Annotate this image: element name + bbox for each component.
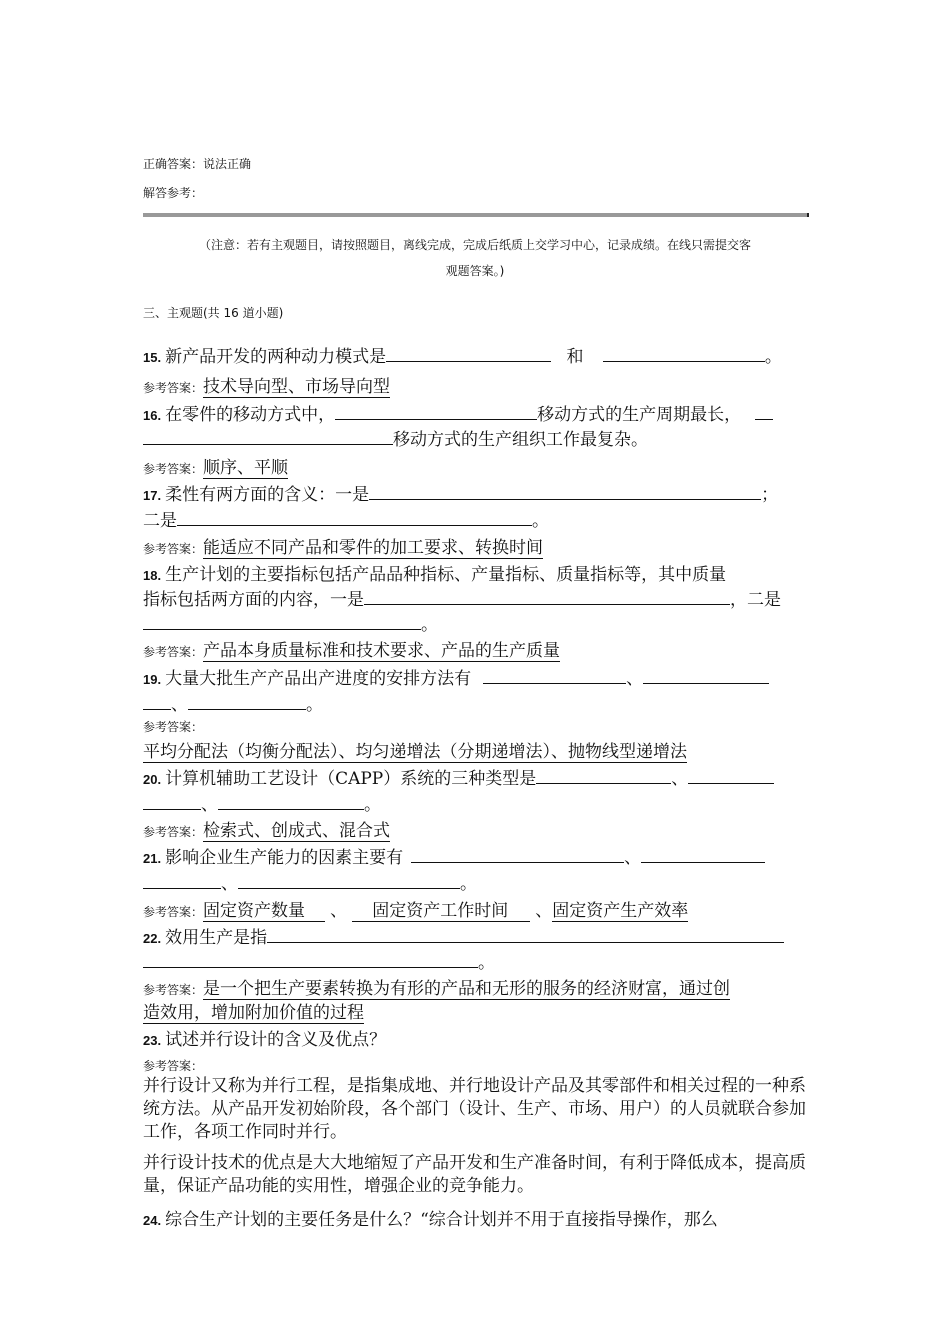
answer-blank: [369, 485, 761, 500]
question-22-line-2: [143, 948, 495, 973]
question-18: [143, 560, 726, 585]
answer-text: 产品本身质量标准和技术要求、产品的生产质量: [203, 636, 560, 662]
answer-text: 是一个把生产要素转换为有形的产品和无形的服务的经济财富，通过创: [203, 974, 730, 1000]
question-text: 在零件的移动方式中，: [165, 405, 336, 425]
answer-blank: [536, 769, 671, 784]
question-text: 大量大批生产产品出产进度的安排方法有: [165, 669, 472, 689]
question-text: 。: [421, 615, 438, 635]
answer-text: 、: [330, 901, 348, 921]
question-text: 计算机辅助工艺设计（CAPP）系统的三种类型是: [165, 769, 537, 789]
ref-label: 参考答案：: [143, 645, 204, 659]
question-text: 生产计划的主要指标包括产品品种指标、产量指标、质量指标等，其中质量: [165, 565, 727, 585]
ref-label-23: 参考答案：: [143, 1059, 204, 1073]
question-19: [143, 664, 769, 689]
answer-17: [143, 533, 543, 559]
answer-blank: [143, 953, 478, 968]
question-18-line-3: [143, 610, 438, 635]
question-15: [143, 342, 782, 367]
question-number: 19.: [143, 672, 162, 687]
ref-label: 参考答案：: [143, 462, 204, 476]
answer-text: 固定资产数量: [203, 896, 325, 922]
question-16-line-2: [143, 425, 648, 450]
answer-blank: [603, 347, 765, 362]
question-text: 效用生产是指: [165, 928, 268, 948]
answer-21: [143, 896, 688, 922]
answer-text: 平均分配法（均衡分配法）、均匀递增法（分期递增法）、抛物线型递增法: [143, 737, 687, 763]
question-17: [143, 480, 778, 505]
question-number: 20.: [143, 772, 162, 787]
question-23: [143, 1025, 386, 1050]
answer-blank: [267, 928, 784, 943]
question-text: 。: [532, 511, 549, 531]
question-number: 24.: [143, 1213, 162, 1228]
answer-blank: [143, 795, 201, 810]
question-text: ；: [761, 485, 779, 505]
answer-text: 检索式、创成式、混合式: [203, 816, 390, 842]
question-22: [143, 923, 784, 948]
question-text: 影响企业生产能力的因素主要有: [165, 848, 404, 868]
question-text: 柔性有两方面的含义：一是: [165, 485, 370, 505]
question-text: 。: [478, 953, 495, 973]
question-text: 综合生产计划的主要任务是什么？“综合计划并不用于直接指导操作，那么: [165, 1210, 718, 1230]
question-text: 、: [624, 848, 642, 868]
question-number: 15.: [143, 350, 162, 365]
question-text: ，二是: [730, 590, 781, 610]
section-title: 三、主观题(共 16 道小题): [143, 306, 284, 320]
answer-23-paragraph-1: 并行设计又称为并行工程，是指集成地、并行地设计产品及其零部件和相关过程的一种系统方法。从产品开发初始阶段，各个部门（设计、生产、市场、用户）的人员就联合参加工作，各项工作同时并行。: [143, 1076, 806, 1142]
question-18-line-2: [143, 585, 781, 610]
question-text: 、: [201, 795, 218, 815]
question-20-line-2: [143, 790, 381, 815]
answer-text: 顺序、平顺: [203, 453, 288, 479]
answer-text: 固定资产生产效率: [552, 896, 688, 922]
answer-blank: [755, 405, 773, 420]
answer-blank: [188, 695, 306, 710]
divider: [143, 213, 809, 217]
answer-blank: [335, 405, 537, 420]
question-number: 17.: [143, 488, 162, 503]
note-line-2: 观题答案。): [445, 264, 505, 278]
answer-20: [143, 816, 390, 842]
question-text: 。: [460, 874, 477, 894]
question-text: 、: [671, 769, 689, 789]
question-number: 22.: [143, 931, 162, 946]
answer-blank: [688, 769, 774, 784]
question-text: 、: [171, 695, 188, 715]
ref-label-19: 参考答案：: [143, 720, 204, 734]
question-20: [143, 764, 774, 789]
ref-label: 参考答案：: [143, 542, 204, 556]
analysis-label: 解答参考：: [143, 186, 204, 200]
correct-answer-text: 正确答案：说法正确: [143, 157, 252, 171]
answer-16: [143, 453, 288, 479]
answer-blank: [411, 848, 624, 863]
question-text: 。: [306, 695, 323, 715]
answer-22-line-2: [143, 998, 364, 1024]
question-text: 二是: [143, 511, 177, 531]
note-line-1: （注意：若有主观题目，请按照题目，离线完成，完成后纸质上交学习中心，记录成绩。在线只需提交客: [198, 238, 751, 252]
question-17-line-2: [143, 506, 549, 531]
answer-blank: [483, 669, 626, 684]
answer-text: 能适应不同产品和零件的加工要求、转换时间: [203, 533, 543, 559]
question-21: [143, 843, 765, 868]
answer-blank: [143, 430, 393, 445]
question-text: 。: [364, 795, 381, 815]
answer-text: 固定资产工作时间: [352, 896, 530, 922]
question-text: 、: [221, 874, 238, 894]
question-text: 指标包括两方面的内容，一是: [143, 590, 364, 610]
question-text: 试述并行设计的含义及优点？: [165, 1030, 387, 1050]
question-16: [143, 400, 773, 425]
ref-label: 参考答案：: [143, 983, 204, 997]
question-19-line-2: [143, 690, 323, 715]
question-text: 、: [626, 669, 644, 689]
answer-blank: [641, 848, 765, 863]
answer-18: [143, 636, 560, 662]
answer-text: 技术导向型、市场导向型: [203, 372, 390, 398]
answer-23-paragraph-2: 并行设计技术的优点是大大地缩短了产品开发和生产准备时间，有利于降低成本，提高质量，保证产品功能的实用性，增强企业的竞争能力。: [143, 1153, 806, 1196]
question-number: 16.: [143, 408, 162, 423]
answer-19: [143, 737, 687, 763]
answer-blank: [177, 511, 532, 526]
answer-text: 造效用，增加附加价值的过程: [143, 998, 364, 1024]
question-text: 移动方式的生产周期最长，: [537, 405, 742, 425]
answer-blank: [218, 795, 364, 810]
answer-blank: [143, 695, 171, 710]
ref-label: 参考答案：: [143, 825, 204, 839]
answer-22: [143, 974, 730, 1000]
question-24: [143, 1205, 718, 1230]
question-text: 移动方式的生产组织工作最复杂。: [393, 430, 648, 450]
question-number: 18.: [143, 568, 162, 583]
answer-blank: [364, 590, 730, 605]
question-21-line-2: [143, 869, 477, 894]
answer-15: [143, 372, 390, 398]
answer-blank: [143, 615, 421, 630]
question-text: 和: [566, 347, 584, 367]
question-text: 。: [764, 347, 782, 367]
answer-blank: [643, 669, 769, 684]
ref-label: 参考答案：: [143, 381, 204, 395]
question-text: 新产品开发的两种动力模式是: [165, 347, 387, 367]
answer-blank: [143, 874, 221, 889]
answer-blank: [238, 874, 460, 889]
ref-label: 参考答案：: [143, 905, 204, 919]
question-number: 21.: [143, 851, 162, 866]
answer-blank: [386, 347, 551, 362]
question-number: 23.: [143, 1033, 162, 1048]
answer-text: 、: [535, 901, 553, 921]
